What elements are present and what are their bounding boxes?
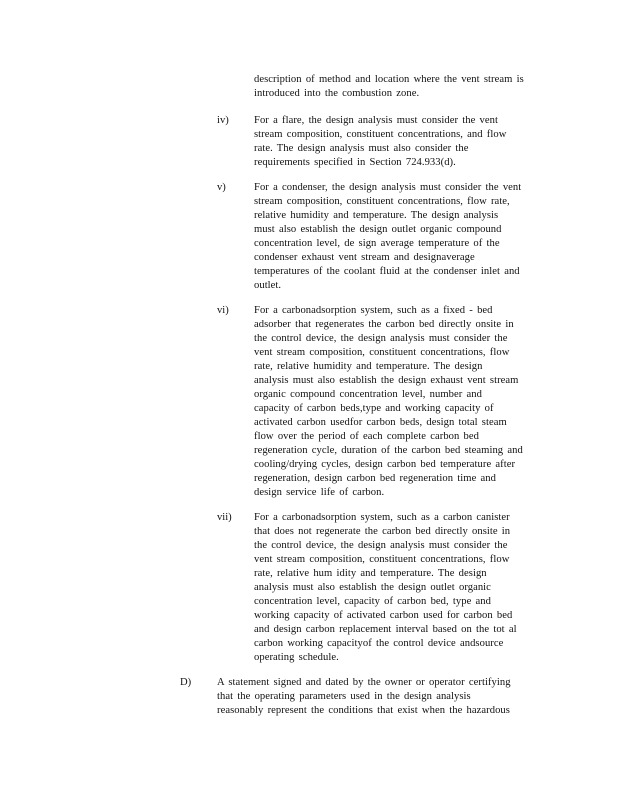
text-line: the control device, the design analysis must consider the bbox=[254, 333, 508, 344]
text-line: regeneration, design carbon bed regeneration time and bbox=[254, 473, 496, 484]
text-line: adsorber that regenerates the carbon bed directly onsite in bbox=[254, 319, 514, 330]
text-line: analysis must also establish the design outlet organic bbox=[254, 582, 491, 593]
text-line: capacity of carbon beds,type and working capacity of bbox=[254, 403, 494, 414]
text-line: concentration level, de sign average temperature of the bbox=[254, 238, 500, 249]
text-line: stream composition, constituent concentrations, and flow bbox=[254, 129, 507, 140]
text-line: condenser exhaust vent stream and designaverage bbox=[254, 252, 475, 263]
text-line: rate, relative humidity and temperature. The design bbox=[254, 361, 483, 372]
text-line: For a carbonadsorption system, such as a carbon canister bbox=[254, 512, 510, 523]
text-line: outlet. bbox=[254, 280, 282, 291]
text-line: that the operating parameters used in the design analysis bbox=[217, 691, 471, 702]
list-marker: iv) bbox=[217, 115, 229, 126]
text-line: organic compound concentration level, number and bbox=[254, 389, 482, 400]
text-line: must also establish the design outlet organic compound bbox=[254, 224, 502, 235]
text-line: the control device, the design analysis must consider the bbox=[254, 540, 508, 551]
text-line: description of method and location where the vent stream is bbox=[254, 74, 524, 85]
list-marker: v) bbox=[217, 182, 226, 193]
text-line: and design carbon replacement interval based on the tot al bbox=[254, 624, 517, 635]
text-line: temperatures of the coolant fluid at the condenser inlet and bbox=[254, 266, 520, 277]
text-line: flow over the period of each complete carbon bed bbox=[254, 431, 480, 442]
text-line: For a condenser, the design analysis must consider the vent bbox=[254, 182, 522, 193]
text-line: For a carbonadsorption system, such as a fixed - bed bbox=[254, 305, 493, 316]
text-line: concentration level, capacity of carbon bed, type and bbox=[254, 596, 491, 607]
list-marker: vi) bbox=[217, 305, 229, 316]
text-line: vent stream composition, constituent concentrations, flow bbox=[254, 554, 510, 565]
text-line: that does not regenerate the carbon bed directly onsite in bbox=[254, 526, 511, 537]
text-line: introduced into the combustion zone. bbox=[254, 88, 420, 99]
text-line: rate. The design analysis must also consider the bbox=[254, 143, 469, 154]
text-line: stream composition, constituent concentrations, flow rate, bbox=[254, 196, 510, 207]
text-line: relative humidity and temperature. The design analysis bbox=[254, 210, 499, 221]
text-line: A statement signed and dated by the owner or operator certifying bbox=[217, 677, 511, 688]
text-line: analysis must also establish the design exhaust vent stream bbox=[254, 375, 519, 386]
text-line: rate, relative hum idity and temperature. The design bbox=[254, 568, 487, 579]
text-line: vent stream composition, constituent concentrations, flow bbox=[254, 347, 510, 358]
list-marker: vii) bbox=[217, 512, 232, 523]
text-line: For a flare, the design analysis must consider the vent bbox=[254, 115, 498, 126]
text-line: carbon working capacityof the control device andsource bbox=[254, 638, 504, 649]
text-line: activated carbon usedfor carbon beds, design total steam bbox=[254, 417, 507, 428]
text-line: design service life of carbon. bbox=[254, 487, 385, 498]
text-line: working capacity of activated carbon used for carbon bed bbox=[254, 610, 513, 621]
text-line: regeneration cycle, duration of the carbon bed steaming and bbox=[254, 445, 523, 456]
text-line: requirements specified in Section 724.933(d). bbox=[254, 157, 456, 168]
list-marker: D) bbox=[180, 677, 192, 688]
text-line: operating schedule. bbox=[254, 652, 339, 663]
text-line: cooling/drying cycles, design carbon bed temperature after bbox=[254, 459, 516, 470]
text-line: reasonably represent the conditions that exist when the hazardous bbox=[217, 705, 510, 716]
